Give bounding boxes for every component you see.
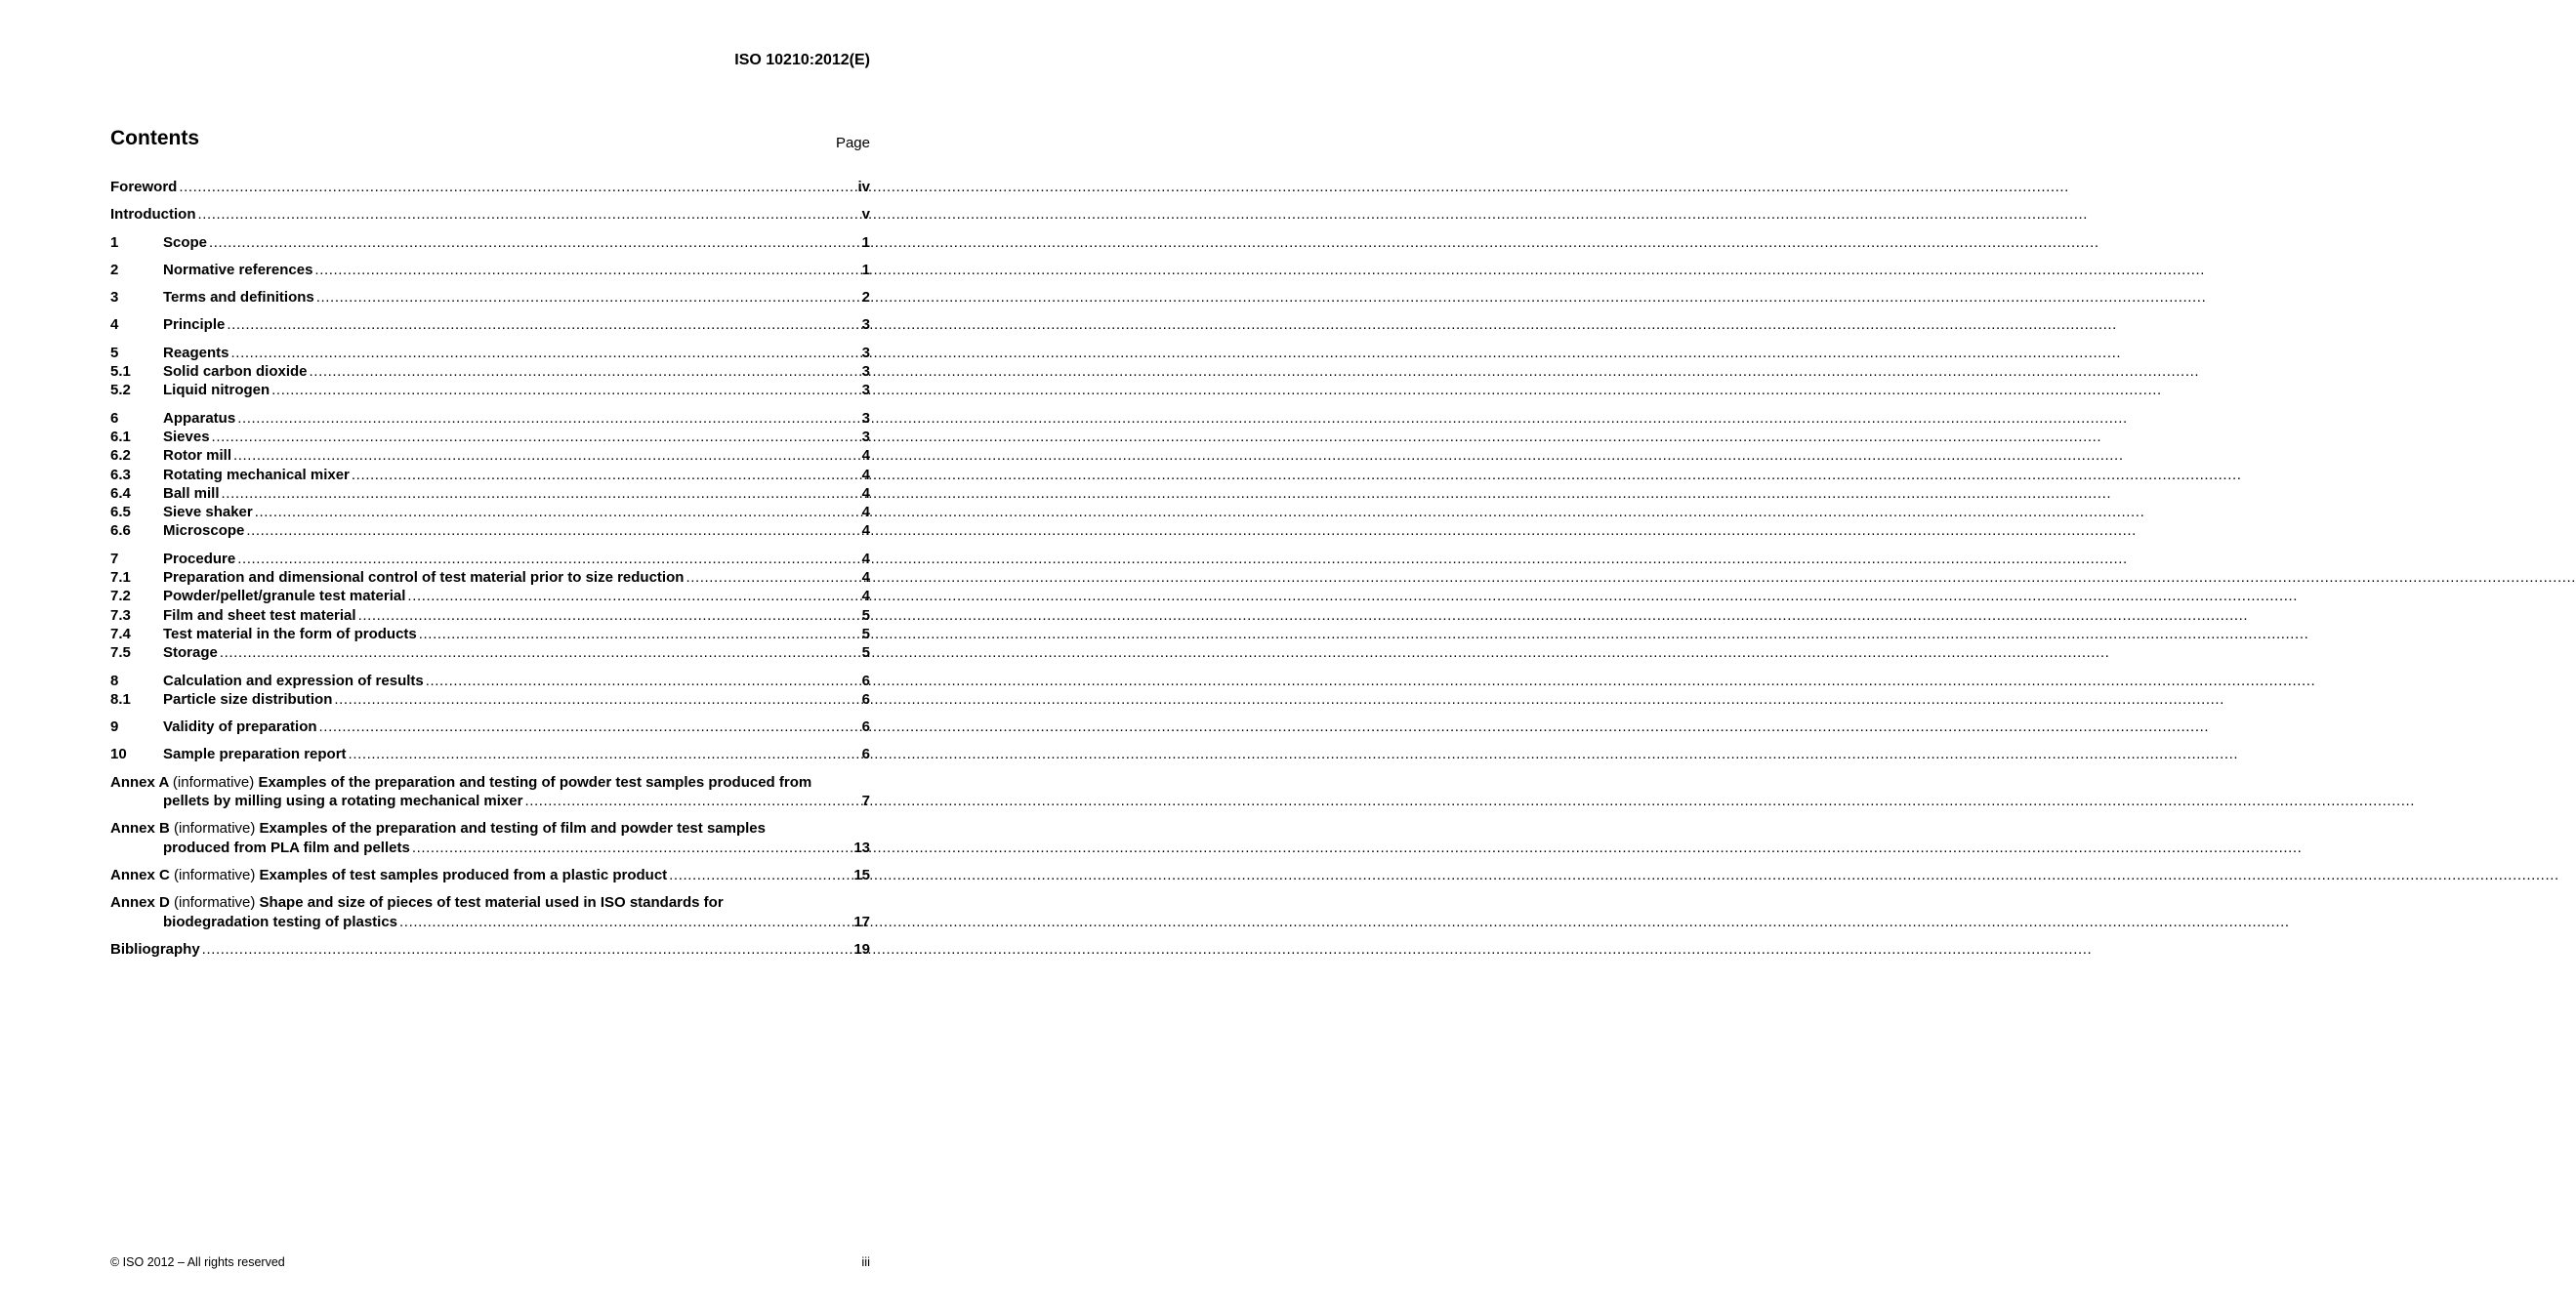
dot-leader (349, 745, 860, 763)
toc-entry-number: 7.1 (110, 569, 131, 587)
toc-entry-title: Particle size distribution (163, 690, 333, 708)
toc-entry-page: iv (857, 179, 870, 195)
document-header-id: ISO 10210:2012(E) (734, 52, 870, 68)
toc-annex-c[interactable] (110, 866, 870, 884)
dot-leader (220, 643, 860, 662)
toc-annex-a[interactable] (110, 773, 870, 811)
toc-entry-title: Ball mill (163, 484, 220, 502)
page-column-label: Page (835, 135, 870, 151)
toc-entry-page: 6 (861, 718, 870, 736)
toc-entry[interactable] (110, 672, 870, 690)
toc-entry-number: 6.5 (110, 504, 131, 521)
annex-title-line2: pellets by milling using a rotating mechanical mixer (163, 793, 523, 810)
dot-leader (407, 587, 859, 605)
dot-leader (227, 315, 859, 334)
toc-entry-page: v (861, 206, 870, 224)
dot-leader (412, 839, 852, 857)
toc-entry-page: 3 (861, 409, 870, 427)
dot-leader (271, 381, 860, 399)
toc-entry-page: 19 (853, 940, 870, 958)
toc-entry[interactable] (110, 233, 870, 252)
dot-leader (352, 466, 860, 484)
toc-entry[interactable] (110, 745, 870, 763)
toc-entry[interactable] (110, 362, 870, 381)
dot-leader (316, 288, 860, 307)
toc-entry[interactable] (110, 178, 870, 196)
toc-entry-page: 5 (861, 625, 870, 642)
toc-entry[interactable] (110, 587, 870, 605)
annex-title-line2: biodegradation testing of plastics (163, 913, 398, 930)
toc-entry-page: 3 (861, 382, 870, 399)
toc-entry-title: Scope (163, 233, 208, 251)
toc-entry-title: Powder/pellet/granule test material (163, 588, 406, 605)
footer-page-number: iii (861, 1254, 870, 1269)
toc-annex-d[interactable] (110, 893, 870, 931)
dot-leader (669, 866, 852, 884)
dot-leader (426, 672, 860, 690)
toc-entry[interactable] (110, 315, 870, 334)
toc-entry-title: Preparation and dimensional control of test material prior to size reduction (163, 569, 685, 587)
dot-leader (212, 428, 860, 446)
dot-leader (179, 178, 855, 196)
toc-entry[interactable] (110, 521, 870, 540)
toc-entry-page: 6 (861, 746, 870, 763)
toc-entry-title: Rotor mill (163, 447, 231, 465)
dot-leader (255, 503, 860, 521)
toc-entry-page: 5 (861, 606, 870, 624)
toc-entry-title: Calculation and expression of results (163, 672, 424, 689)
toc-entry-number: 8.1 (110, 690, 131, 708)
dot-leader (399, 913, 852, 931)
dot-leader (237, 550, 859, 568)
toc-entry-number: 7.5 (110, 644, 131, 662)
toc-entry-number: 3 (110, 289, 119, 307)
toc-entry[interactable] (110, 718, 870, 736)
toc-entry-number: 6.3 (110, 466, 131, 483)
dot-leader (237, 409, 859, 428)
annex-title-line1: Examples of the preparation and testing of powder test samples produced from (258, 773, 812, 791)
toc-entry-title: Terms and definitions (163, 289, 314, 307)
toc-entry[interactable] (110, 446, 870, 465)
toc-entry[interactable] (110, 205, 870, 224)
toc-entry-page: 4 (861, 447, 870, 465)
toc-entry-page: 15 (853, 866, 870, 883)
toc-entry-title: Apparatus (163, 409, 236, 427)
toc-entry-number: 7 (110, 550, 119, 567)
toc-entry-title: Solid carbon dioxide (163, 363, 308, 381)
toc-entry-number: 5.2 (110, 382, 131, 399)
toc-entry-title: Normative references (163, 261, 313, 278)
toc-entry[interactable] (110, 344, 870, 362)
toc-entry-title: Bibliography (110, 940, 200, 958)
annex-type: (informative) (174, 820, 256, 838)
toc-entry-page: 3 (861, 316, 870, 334)
toc-entry[interactable] (110, 288, 870, 307)
toc-entry-number: 6.6 (110, 522, 131, 540)
toc-entry-number: 4 (110, 316, 119, 334)
toc-entry[interactable] (110, 550, 870, 568)
dot-leader (524, 792, 859, 810)
toc-entry[interactable] (110, 261, 870, 279)
toc-entry-title: Principle (163, 316, 226, 334)
annex-type: (informative) (172, 773, 255, 791)
annex-label: Annex B (110, 820, 170, 838)
toc-entry-number: 7.3 (110, 606, 131, 624)
annex-label: Annex D (110, 894, 170, 912)
toc-entry[interactable] (110, 568, 870, 587)
toc-entry-page: 3 (861, 344, 870, 361)
dot-leader (314, 261, 859, 279)
toc-entry-page: 4 (861, 569, 870, 587)
toc-entry-page: 5 (861, 644, 870, 662)
toc-entry-title: Introduction (110, 206, 196, 224)
toc-entry[interactable] (110, 690, 870, 709)
toc-entry-title: Reagents (163, 344, 229, 361)
toc-entry-number: 6.4 (110, 484, 131, 502)
toc-entry-title: Storage (163, 644, 218, 662)
toc-entry-title: Sieves (163, 428, 210, 445)
toc-entry-title: Procedure (163, 550, 236, 567)
toc-bibliography[interactable] (110, 940, 870, 959)
toc-entry-number: 1 (110, 233, 119, 251)
dot-leader (233, 446, 860, 465)
dot-leader (197, 205, 859, 224)
toc-entry-number: 6.2 (110, 447, 131, 465)
annex-type: (informative) (174, 866, 256, 883)
toc-entry-number: 5 (110, 344, 119, 361)
toc-entry-page: 4 (861, 484, 870, 502)
toc-entry-number: 2 (110, 261, 119, 278)
toc-entry-title: Foreword (110, 179, 178, 195)
toc-entry-page: 1 (861, 261, 870, 278)
toc-entry[interactable] (110, 409, 870, 428)
annex-title-line2: produced from PLA film and pellets (163, 839, 410, 856)
toc-entry[interactable] (110, 428, 870, 446)
dot-leader (334, 690, 859, 709)
dot-leader (319, 718, 860, 736)
toc-entry-page: 6 (861, 672, 870, 689)
toc-entry-page: 2 (861, 289, 870, 307)
toc-entry-page: 3 (861, 363, 870, 381)
dot-leader (246, 521, 859, 540)
toc-entry-title: Liquid nitrogen (163, 382, 270, 399)
toc-entry-number: 7.2 (110, 588, 131, 605)
toc-entry[interactable] (110, 625, 870, 643)
toc-entry-number: 6.1 (110, 428, 131, 445)
toc-entry-page: 7 (861, 793, 870, 810)
dot-leader (686, 568, 859, 587)
toc-entry-page: 4 (861, 466, 870, 483)
annex-title-line1: Examples of the preparation and testing of film and powder test samples (259, 820, 766, 838)
toc-entry[interactable] (110, 466, 870, 484)
annex-label: Annex A (110, 773, 169, 791)
toc-entry-page: 13 (853, 839, 870, 856)
toc-entry-number: 5.1 (110, 363, 131, 381)
toc-entry[interactable] (110, 381, 870, 399)
dot-leader (419, 625, 860, 643)
annex-label: Annex C (110, 866, 170, 883)
table-of-contents (110, 178, 870, 959)
dot-leader (310, 362, 860, 381)
toc-entry-number: 10 (110, 746, 127, 763)
toc-annex-b[interactable] (110, 819, 870, 857)
toc-entry-title: Sample preparation report (163, 746, 347, 763)
dot-leader (222, 484, 860, 503)
toc-entry-page: 4 (861, 588, 870, 605)
dot-leader (358, 606, 860, 625)
toc-entry-page: 4 (861, 550, 870, 567)
toc-entry-page: 4 (861, 522, 870, 540)
toc-entry[interactable] (110, 606, 870, 625)
toc-entry-page: 4 (861, 504, 870, 521)
toc-entry-title: Film and sheet test material (163, 606, 356, 624)
contents-heading: Contents (110, 127, 199, 149)
toc-entry-page: 17 (853, 913, 870, 930)
toc-entry-page: 3 (861, 428, 870, 445)
toc-entry-number: 9 (110, 718, 119, 736)
toc-entry-number: 6 (110, 409, 119, 427)
footer-copyright: © ISO 2012 – All rights reserved (110, 1255, 285, 1269)
toc-entry-title: Validity of preparation (163, 718, 317, 736)
toc-entry-number: 7.4 (110, 625, 131, 642)
toc-entry-title: Rotating mechanical mixer (163, 466, 350, 483)
toc-entry[interactable] (110, 643, 870, 662)
dot-leader (231, 344, 860, 362)
toc-entry-title: Microscope (163, 522, 245, 540)
toc-entry-page: 1 (861, 233, 870, 251)
annex-title-line1: Examples of test samples produced from a plastic product (259, 866, 668, 883)
annex-type: (informative) (174, 894, 256, 912)
annex-title-line1: Shape and size of pieces of test material used in ISO standards for (259, 894, 724, 912)
toc-entry[interactable] (110, 484, 870, 503)
toc-entry-page: 6 (861, 690, 870, 708)
toc-entry-number: 8 (110, 672, 119, 689)
toc-entry[interactable] (110, 503, 870, 521)
toc-entry-title: Test material in the form of products (163, 625, 417, 642)
toc-entry-title: Sieve shaker (163, 504, 253, 521)
dot-leader (209, 233, 860, 252)
dot-leader (202, 940, 852, 959)
